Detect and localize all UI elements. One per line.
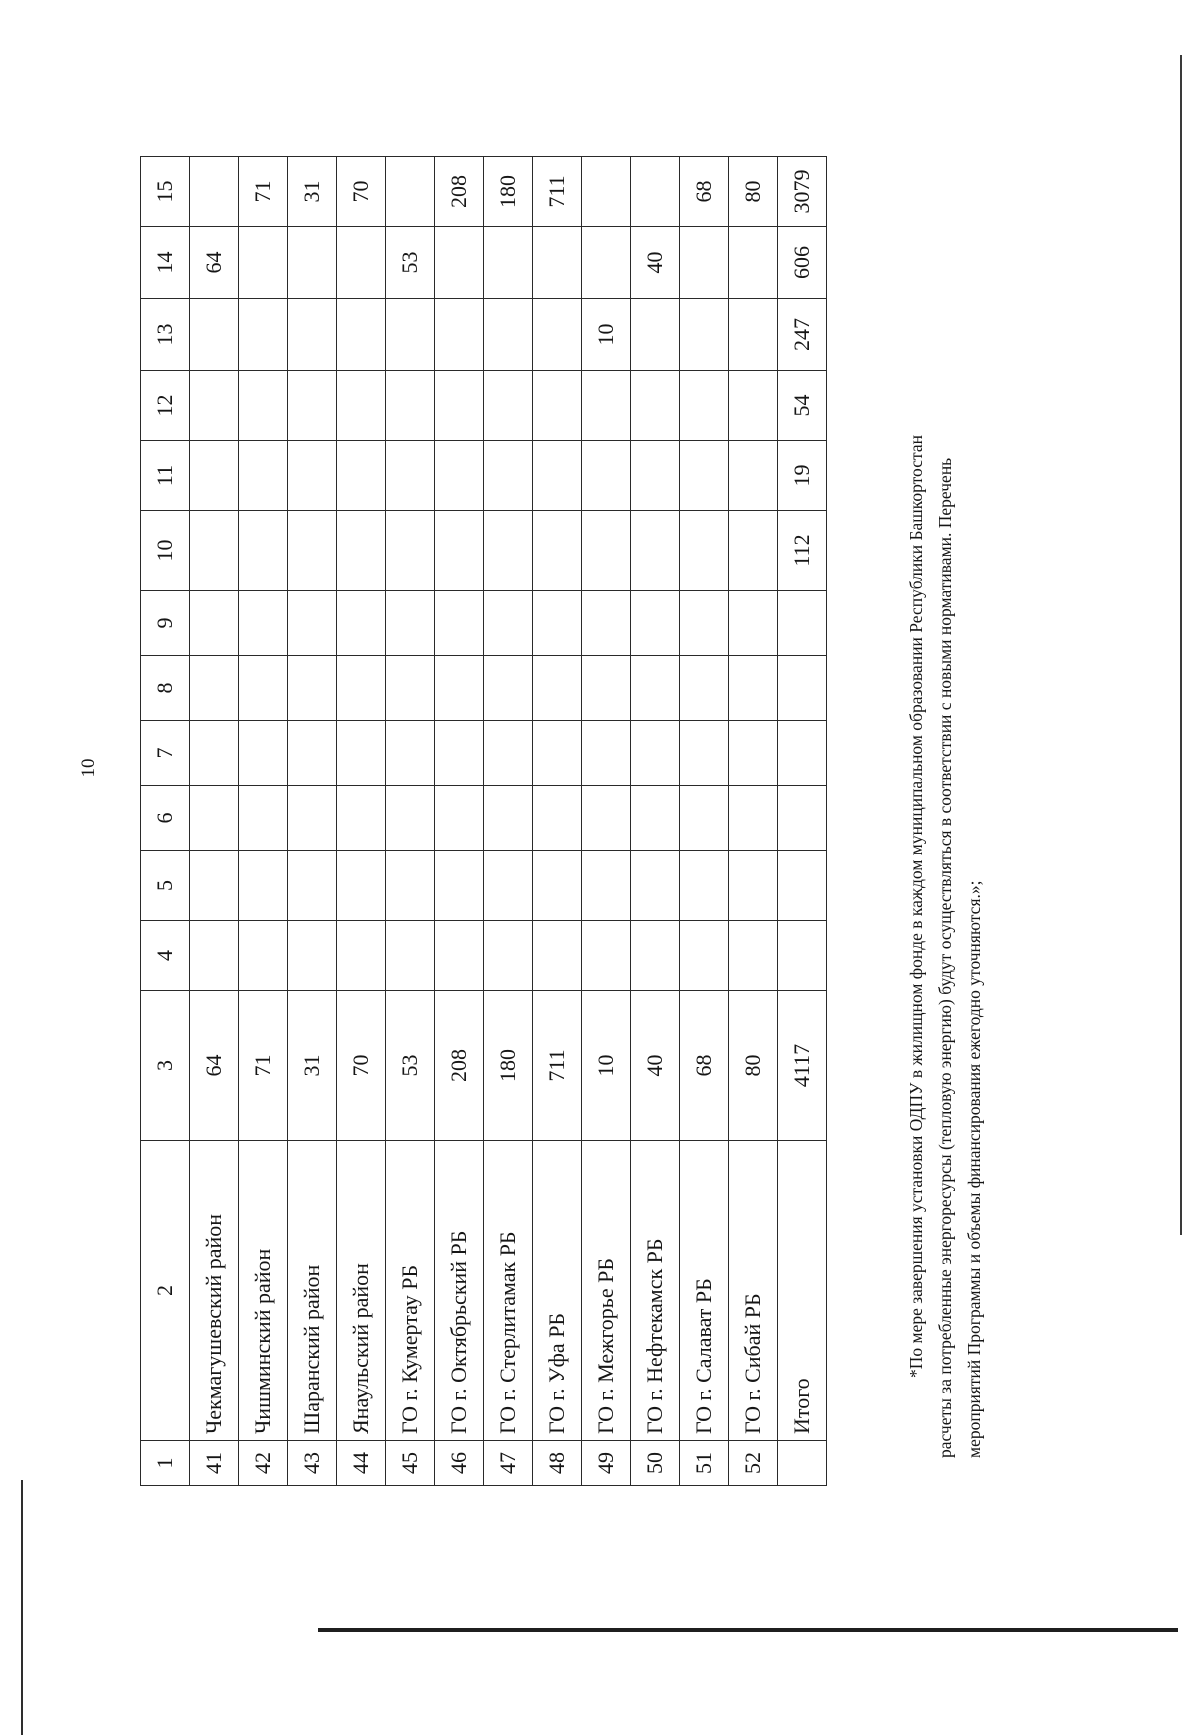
table-cell — [582, 851, 631, 921]
table-cell — [631, 786, 680, 851]
table-cell — [582, 591, 631, 656]
table-cell: 42 — [239, 1441, 288, 1486]
table-cell — [631, 851, 680, 921]
footnote-line-1: *По мере завершения установки ОДПУ в жилищном фонде в каждом муниципальном образовании Республики Башкортостан — [906, 434, 926, 1378]
table-cell — [337, 299, 386, 371]
cell-municipality: ГО г. Салават РБ — [680, 1141, 729, 1441]
table-cell: 1 — [141, 1441, 190, 1486]
table-cell — [239, 786, 288, 851]
table-cell — [484, 227, 533, 299]
table-cell — [484, 851, 533, 921]
cell-municipality: Итого — [778, 1141, 827, 1441]
table-cell — [533, 299, 582, 371]
table-cell — [239, 591, 288, 656]
table-cell — [288, 656, 337, 721]
table-cell — [680, 591, 729, 656]
table-cell: 10 — [141, 511, 190, 591]
cell-municipality: 2 — [141, 1141, 190, 1441]
table-cell: 711 — [533, 157, 582, 227]
table-row — [435, 157, 484, 1486]
table-cell: 208 — [435, 157, 484, 227]
table-cell: 46 — [435, 1441, 484, 1486]
table-cell: 64 — [190, 227, 239, 299]
table-cell — [729, 786, 778, 851]
table-cell: 68 — [680, 991, 729, 1141]
municipal-odpu-table — [140, 156, 827, 1486]
table-cell: 52 — [729, 1441, 778, 1486]
table-cell — [631, 921, 680, 991]
table-cell — [337, 227, 386, 299]
cell-municipality: ГО г. Нефтекамск РБ — [631, 1141, 680, 1441]
table-cell: 40 — [631, 991, 680, 1141]
cell-municipality: ГО г. Уфа РБ — [533, 1141, 582, 1441]
cell-municipality: ГО г. Сибай РБ — [729, 1141, 778, 1441]
table-cell — [288, 786, 337, 851]
cell-municipality: Чекмагушевский район — [190, 1141, 239, 1441]
table-cell — [190, 921, 239, 991]
table-cell: 70 — [337, 991, 386, 1141]
table-cell — [190, 591, 239, 656]
table-cell — [435, 299, 484, 371]
table-cell: 44 — [337, 1441, 386, 1486]
table-cell — [337, 371, 386, 441]
table-cell — [435, 721, 484, 786]
table-cell — [680, 299, 729, 371]
table-cell — [190, 157, 239, 227]
table-cell: 3 — [141, 991, 190, 1141]
table-cell: 4 — [141, 921, 190, 991]
table-cell — [337, 786, 386, 851]
table-total-row — [778, 157, 827, 1486]
table-cell — [778, 656, 827, 721]
table-cell — [190, 371, 239, 441]
table-cell — [435, 371, 484, 441]
table-cell: 13 — [141, 299, 190, 371]
table-cell — [533, 851, 582, 921]
table-cell: 71 — [239, 991, 288, 1141]
table-cell: 606 — [778, 227, 827, 299]
table-cell — [582, 786, 631, 851]
page-number: 10 — [78, 758, 99, 778]
table-cell — [484, 299, 533, 371]
table-cell: 49 — [582, 1441, 631, 1486]
table-cell: 8 — [141, 656, 190, 721]
table-row — [582, 157, 631, 1486]
table-cell — [729, 371, 778, 441]
table-cell — [484, 511, 533, 591]
table-cell — [778, 721, 827, 786]
table-cell — [386, 851, 435, 921]
table-cell — [533, 786, 582, 851]
table-cell: 10 — [582, 991, 631, 1141]
table-cell — [631, 656, 680, 721]
table-cell: 7 — [141, 721, 190, 786]
table-cell — [239, 511, 288, 591]
table-cell: 6 — [141, 786, 190, 851]
table-cell: 45 — [386, 1441, 435, 1486]
table-cell: 10 — [582, 299, 631, 371]
table-cell — [533, 371, 582, 441]
table-cell — [435, 511, 484, 591]
table-cell — [337, 441, 386, 511]
table-cell — [190, 851, 239, 921]
table-cell — [680, 227, 729, 299]
table-cell — [288, 441, 337, 511]
table-cell — [729, 656, 778, 721]
cell-municipality: ГО г. Кумертау РБ — [386, 1141, 435, 1441]
table-cell: 48 — [533, 1441, 582, 1486]
table-cell — [435, 656, 484, 721]
table-cell: 53 — [386, 227, 435, 299]
table-cell: 43 — [288, 1441, 337, 1486]
table-cell — [729, 721, 778, 786]
table-cell: 208 — [435, 991, 484, 1141]
table-cell — [778, 591, 827, 656]
table-cell — [582, 227, 631, 299]
table-cell — [729, 441, 778, 511]
table-cell — [239, 656, 288, 721]
table-row — [288, 157, 337, 1486]
table-cell — [631, 441, 680, 511]
table-cell — [582, 157, 631, 227]
table-cell — [288, 591, 337, 656]
table-cell — [778, 1441, 827, 1486]
table-cell — [239, 227, 288, 299]
table-cell — [631, 511, 680, 591]
table-cell: 80 — [729, 991, 778, 1141]
table-cell — [337, 851, 386, 921]
table-cell — [729, 299, 778, 371]
table-row — [680, 157, 729, 1486]
table-cell — [386, 921, 435, 991]
table-cell: 180 — [484, 157, 533, 227]
table-cell — [533, 227, 582, 299]
table-cell — [680, 371, 729, 441]
table-cell: 47 — [484, 1441, 533, 1486]
table-cell — [337, 511, 386, 591]
table-cell — [239, 921, 288, 991]
table-cell — [484, 721, 533, 786]
table-header-row — [141, 157, 190, 1486]
table-cell: 51 — [680, 1441, 729, 1486]
table-cell — [631, 721, 680, 786]
table-cell — [435, 921, 484, 991]
table-cell: 11 — [141, 441, 190, 511]
cell-municipality: ГО г. Межгорье РБ — [582, 1141, 631, 1441]
table-cell — [386, 786, 435, 851]
footnote — [902, 168, 989, 1458]
table-cell — [533, 721, 582, 786]
table-cell — [533, 511, 582, 591]
table-cell — [288, 511, 337, 591]
table-cell — [778, 851, 827, 921]
table-cell: 41 — [190, 1441, 239, 1486]
table-cell — [680, 851, 729, 921]
table-cell — [484, 656, 533, 721]
cell-municipality: Шаранский район — [288, 1141, 337, 1441]
table-row — [484, 157, 533, 1486]
footnote-line-3: мероприятий Программы и объемы финансирования ежегодно уточняются.»; — [964, 880, 984, 1458]
table-cell: 3079 — [778, 157, 827, 227]
table-cell — [337, 921, 386, 991]
table-cell — [631, 157, 680, 227]
table-cell — [631, 299, 680, 371]
table-cell — [729, 227, 778, 299]
table-cell: 71 — [239, 157, 288, 227]
table-cell — [484, 371, 533, 441]
table-cell — [533, 441, 582, 511]
table-cell: 19 — [778, 441, 827, 511]
table-cell — [386, 511, 435, 591]
table-cell — [435, 786, 484, 851]
table-cell: 247 — [778, 299, 827, 371]
table-cell — [680, 786, 729, 851]
table-cell — [484, 441, 533, 511]
table-cell — [729, 591, 778, 656]
table-cell: 711 — [533, 991, 582, 1141]
table-row — [239, 157, 288, 1486]
table-cell — [729, 511, 778, 591]
table-cell — [386, 157, 435, 227]
table-cell — [239, 441, 288, 511]
table-cell — [533, 591, 582, 656]
table-row — [533, 157, 582, 1486]
table-cell — [190, 721, 239, 786]
table-cell — [386, 721, 435, 786]
table-cell — [729, 921, 778, 991]
table-cell — [435, 851, 484, 921]
table-cell: 53 — [386, 991, 435, 1141]
table-cell — [190, 656, 239, 721]
table-row — [337, 157, 386, 1486]
table-cell — [190, 299, 239, 371]
cell-municipality: ГО г. Октябрьский РБ — [435, 1141, 484, 1441]
table-cell — [386, 591, 435, 656]
table-cell — [582, 656, 631, 721]
table-cell: 50 — [631, 1441, 680, 1486]
table-cell — [288, 299, 337, 371]
table-cell — [680, 441, 729, 511]
table-cell — [680, 721, 729, 786]
cell-municipality: Чишминский район — [239, 1141, 288, 1441]
table-cell — [288, 921, 337, 991]
table-cell — [386, 441, 435, 511]
table-cell — [778, 786, 827, 851]
table-cell — [239, 371, 288, 441]
table-cell — [190, 441, 239, 511]
table-cell — [582, 921, 631, 991]
table-row — [190, 157, 239, 1486]
table-cell — [288, 227, 337, 299]
table-cell — [435, 441, 484, 511]
table-cell: 64 — [190, 991, 239, 1141]
table-cell: 31 — [288, 157, 337, 227]
table-cell — [239, 721, 288, 786]
table-cell — [582, 511, 631, 591]
cell-municipality: Янаульский район — [337, 1141, 386, 1441]
table-cell — [190, 511, 239, 591]
table-cell: 180 — [484, 991, 533, 1141]
table-row — [386, 157, 435, 1486]
table-cell: 31 — [288, 991, 337, 1141]
table-cell — [337, 591, 386, 656]
table-cell: 80 — [729, 157, 778, 227]
table-cell — [778, 921, 827, 991]
table-cell — [435, 591, 484, 656]
table-cell: 9 — [141, 591, 190, 656]
table-cell — [631, 371, 680, 441]
table-cell — [288, 851, 337, 921]
table-cell — [288, 371, 337, 441]
table-cell — [386, 656, 435, 721]
cell-municipality: ГО г. Стерлитамак РБ — [484, 1141, 533, 1441]
table-cell — [680, 921, 729, 991]
table-cell — [484, 591, 533, 656]
table-cell — [337, 656, 386, 721]
table-cell — [239, 299, 288, 371]
table-cell — [239, 851, 288, 921]
table-cell — [582, 721, 631, 786]
table-cell — [533, 921, 582, 991]
table-cell — [386, 371, 435, 441]
table-cell — [582, 371, 631, 441]
table-cell — [484, 786, 533, 851]
table-cell: 70 — [337, 157, 386, 227]
table-cell: 14 — [141, 227, 190, 299]
table-cell: 112 — [778, 511, 827, 591]
table-cell: 40 — [631, 227, 680, 299]
table-row — [631, 157, 680, 1486]
table-cell: 12 — [141, 371, 190, 441]
table-cell: 68 — [680, 157, 729, 227]
table-cell — [288, 721, 337, 786]
table-cell — [680, 656, 729, 721]
table-cell — [533, 656, 582, 721]
table-cell: 4117 — [778, 991, 827, 1141]
table-cell — [729, 851, 778, 921]
table-cell — [435, 227, 484, 299]
table-cell — [484, 921, 533, 991]
table-cell: 5 — [141, 851, 190, 921]
table-cell: 54 — [778, 371, 827, 441]
table-cell — [386, 299, 435, 371]
table-cell — [337, 721, 386, 786]
table-cell — [582, 441, 631, 511]
footnote-line-2: расчеты за потребленные энергоресурсы (тепловую энергию) будут осуществляться в соответствии с новыми нормативами. Перечень — [935, 457, 955, 1458]
table-cell — [631, 591, 680, 656]
table-cell — [190, 786, 239, 851]
table-cell: 15 — [141, 157, 190, 227]
table-row — [729, 157, 778, 1486]
table-cell — [680, 511, 729, 591]
